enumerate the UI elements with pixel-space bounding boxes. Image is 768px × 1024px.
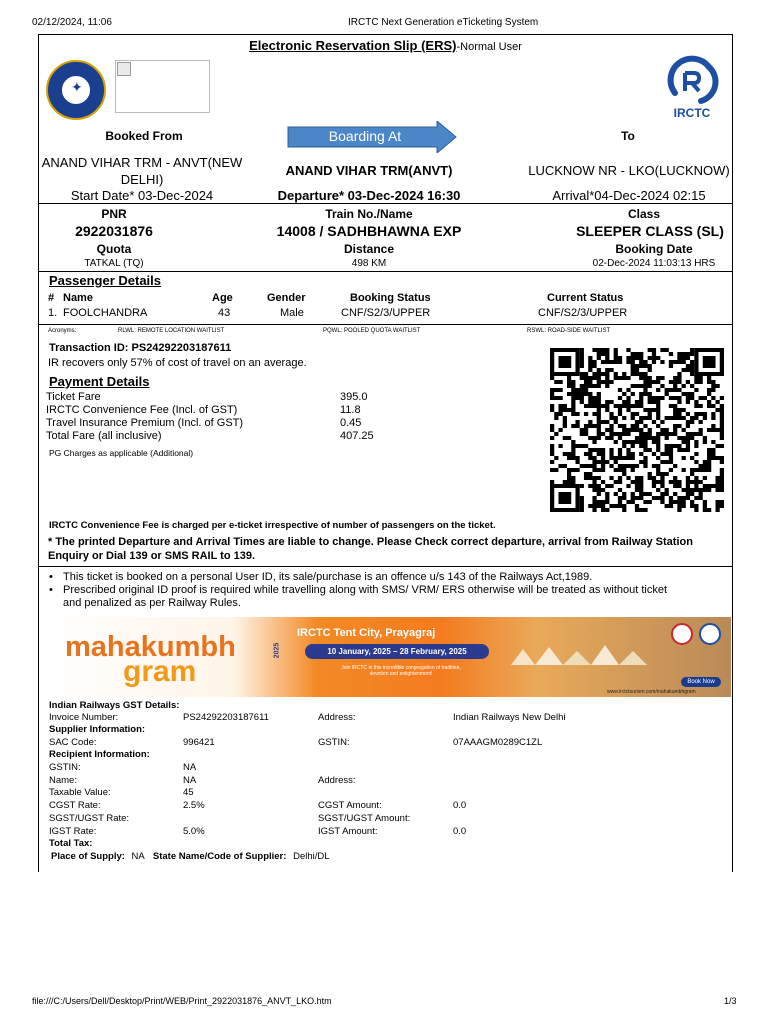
to-station: LUCKNOW NR - LKO(LUCKNOW) <box>528 163 730 178</box>
banner-logo-gram: gram <box>123 655 197 688</box>
print-page-count: 1/3 <box>724 996 737 1006</box>
recover-note: IR recovers only 57% of cost of travel on an average. <box>48 357 307 369</box>
banner-logo-mahakumbh: mahakumbh <box>65 631 236 663</box>
passenger-number: 1. <box>48 307 58 319</box>
print-datetime: 02/12/2024, 11:06 <box>32 17 112 28</box>
place-of-supply-label: Place of Supply: <box>51 851 125 862</box>
gstin-value: 07AAAGM0289C1ZL <box>453 737 543 748</box>
distance-label: Distance <box>343 242 395 256</box>
gstin-label: GSTIN: <box>318 737 350 748</box>
timing-notice <box>48 535 693 563</box>
igst-amount-label: IGST Amount: <box>318 826 378 837</box>
sac-label: SAC Code: <box>49 737 97 748</box>
recipient-address-label: Address: <box>318 775 356 786</box>
rule-offence: This ticket is booked on a personal User ID, its sale/purchase is an offence u/s 143 of the Railways Act,1989. <box>63 571 593 583</box>
igst-amount-value: 0.0 <box>453 826 467 837</box>
insurance-value: 0.45 <box>340 417 362 429</box>
user-type: -Normal User <box>456 41 522 53</box>
cgst-amount-label: CGST Amount: <box>318 800 382 811</box>
distance-value: 498 KM <box>351 258 387 269</box>
supplier-state-label: State Name/Code of Supplier: <box>152 851 287 862</box>
boarding-label: Boarding At <box>328 128 402 144</box>
slip-title <box>39 38 732 53</box>
booking-date-label: Booking Date <box>615 242 693 256</box>
acronym-rlwl: RLWL: REMOTE LOCATION WAITLIST <box>118 328 225 334</box>
cgst-rate-value: 2.5% <box>183 800 205 811</box>
taxable-label: Taxable Value: <box>49 787 111 798</box>
irctc-badge-icon <box>699 623 721 645</box>
booking-date-value: 02-Dec-2024 11:03:13 HRS <box>592 258 716 269</box>
mahakumbh-banner[interactable] <box>41 617 731 697</box>
recipient-gstin-value: NA <box>183 762 197 773</box>
transaction-id: Transaction ID: PS24292203187611 <box>49 342 232 354</box>
recipient-name-value: NA <box>183 775 197 786</box>
book-now-button[interactable]: Book Now <box>681 677 721 687</box>
invoice-label: Invoice Number: <box>49 712 119 723</box>
from-station <box>39 154 245 188</box>
total-fare-value: 407.25 <box>340 430 374 442</box>
print-file-path: file:///C:/Users/Dell/Desktop/Print/WEB/Print_2922031876_ANVT_LKO.htm <box>32 996 332 1006</box>
gst-heading: Indian Railways GST Details: <box>49 700 180 711</box>
passenger-details-heading: Passenger Details <box>49 273 162 288</box>
banner-year: 2025 <box>273 642 281 659</box>
pg-charges-note: PG Charges as applicable (Additional) <box>49 448 194 458</box>
banner-title: IRCTC Tent City, Prayagraj <box>297 627 436 639</box>
recipient-gstin-label: GSTIN: <box>49 762 81 773</box>
indian-railways-emblem-icon: ✦ <box>46 60 106 120</box>
passenger-age: 43 <box>218 307 231 319</box>
arrival-time: Arrival*04-Dec-2024 02:15 <box>552 188 706 203</box>
col-booking-status: Booking Status <box>350 292 431 304</box>
quota-label: Quota <box>96 242 132 256</box>
cgst-amount-value: 0.0 <box>453 800 467 811</box>
rule-id-proof-1: Prescribed original ID proof is required while travelling along with SMS/ VRM/ ERS otherwise will be treated as without ticket <box>63 584 668 596</box>
col-age: Age <box>212 292 233 304</box>
pnr-number: 2922031876 <box>75 223 153 239</box>
recipient-name-label: Name: <box>49 775 77 786</box>
qr-code <box>550 348 724 512</box>
passenger-current-status: CNF/S2/3/UPPER <box>538 307 628 319</box>
insurance-label: Travel Insurance Premium (Incl. of GST) <box>46 417 244 429</box>
reservation-slip <box>38 34 733 872</box>
start-date: Start Date* 03-Dec-2024 <box>70 188 214 203</box>
banner-subtext: Join IRCTC in this incredible congregation of tradition, devotion and enlightenment! <box>341 665 461 677</box>
col-current-status: Current Status <box>547 292 624 304</box>
total-tax-label: Total Tax: <box>49 838 93 849</box>
address-label: Address: <box>318 712 356 723</box>
sgst-rate-label: SGST/UGST Rate: <box>49 813 130 824</box>
igst-rate-label: IGST Rate: <box>49 826 97 837</box>
total-fare-label: Total Fare (all inclusive) <box>46 430 162 442</box>
convenience-fee-notice: IRCTC Convenience Fee is charged per e-ticket irrespective of number of passengers on the ticket. <box>49 520 496 531</box>
qr-finder-pattern <box>694 348 724 376</box>
recipient-heading: Recipient Information: <box>49 749 150 760</box>
irctc-logo-icon <box>661 53 723 107</box>
from-station-line2: DELHI) <box>120 172 164 187</box>
class-value: SLEEPER CLASS (SL) <box>576 223 724 239</box>
convenience-fee-value: 11.8 <box>340 404 361 416</box>
col-gender: Gender <box>267 292 306 304</box>
class-label: Class <box>627 207 661 221</box>
from-station-line1: ANAND VIHAR TRM - ANVT(NEW <box>41 155 243 170</box>
boarding-station: ANAND VIHAR TRM(ANVT) <box>285 163 453 178</box>
place-of-supply-value: NA <box>131 851 145 862</box>
timing-notice-line2: Enquiry or Dial 139 or SMS RAIL to 139. <box>48 550 256 562</box>
fare-label: Ticket Fare <box>46 391 101 403</box>
divider <box>39 566 732 567</box>
address-value: Indian Railways New Delhi <box>453 712 566 723</box>
train-label: Train No./Name <box>325 207 413 221</box>
train-name: 14008 / SADHBHAWNA EXP <box>276 223 462 239</box>
supplier-heading: Supplier Information: <box>49 724 146 735</box>
payment-details-heading: Payment Details <box>49 374 150 389</box>
irctc-logo <box>661 53 723 119</box>
cgst-rate-label: CGST Rate: <box>49 800 101 811</box>
divider <box>39 203 732 204</box>
timing-notice-line1: * The printed Departure and Arrival Times are liable to change. Please Check correct departure, arrival from Railway Station <box>48 536 693 548</box>
tent-city-illustration-icon <box>501 627 661 667</box>
place-of-supply <box>51 851 330 862</box>
to-label: To <box>621 129 635 143</box>
banner-dates: 10 January, 2025 – 28 February, 2025 <box>305 644 489 659</box>
banner-url: www.irctctourism.com/mahakumbhgram <box>607 689 696 695</box>
igst-rate-value: 5.0% <box>183 826 205 837</box>
list-item <box>48 584 728 610</box>
invoice-value: PS24292203187611 <box>183 712 269 723</box>
fare-value: 395.0 <box>340 391 368 403</box>
passenger-gender: Male <box>280 307 304 319</box>
passenger-name: FOOLCHANDRA <box>63 307 148 319</box>
list-item <box>48 571 728 584</box>
departure-time: Departure* 03-Dec-2024 16:30 <box>277 188 461 203</box>
sac-value: 996421 <box>183 737 215 748</box>
acronyms-label: Acronyms: <box>48 328 77 334</box>
rules-list <box>48 571 728 610</box>
table-row <box>39 307 729 321</box>
divider <box>39 271 732 272</box>
quota-value: TATKAL (TQ) <box>84 258 144 269</box>
passenger-booking-status: CNF/S2/3/UPPER <box>341 307 431 319</box>
qr-finder-pattern <box>550 484 580 512</box>
qr-finder-pattern <box>550 348 580 376</box>
taxable-value: 45 <box>183 787 194 798</box>
col-number: # <box>48 292 55 304</box>
rule-id-proof-2: and penalized as per Railway Rules. <box>63 597 241 609</box>
broken-image-icon <box>115 60 210 113</box>
pnr-label: PNR <box>101 207 127 221</box>
col-name: Name <box>63 292 93 304</box>
sgst-amount-label: SGST/UGST Amount: <box>318 813 411 824</box>
acronym-rswl: RSWL: ROAD-SIDE WAITLIST <box>527 328 611 334</box>
divider <box>39 324 732 325</box>
supplier-state-value: Delhi/DL <box>293 851 330 862</box>
booked-from-label: Booked From <box>105 129 183 143</box>
boarding-arrow <box>287 121 457 153</box>
print-page-title: IRCTC Next Generation eTicketing System <box>348 17 539 28</box>
irctc-logo-text: IRCTC <box>673 106 711 120</box>
acronym-pqwl: PQWL: POOLED QUOTA WAITLIST <box>323 328 421 334</box>
convenience-fee-label: IRCTC Convenience Fee (Incl. of GST) <box>46 404 238 416</box>
g20-logo-icon <box>671 623 693 645</box>
ers-title: Electronic Reservation Slip (ERS) <box>249 38 457 53</box>
